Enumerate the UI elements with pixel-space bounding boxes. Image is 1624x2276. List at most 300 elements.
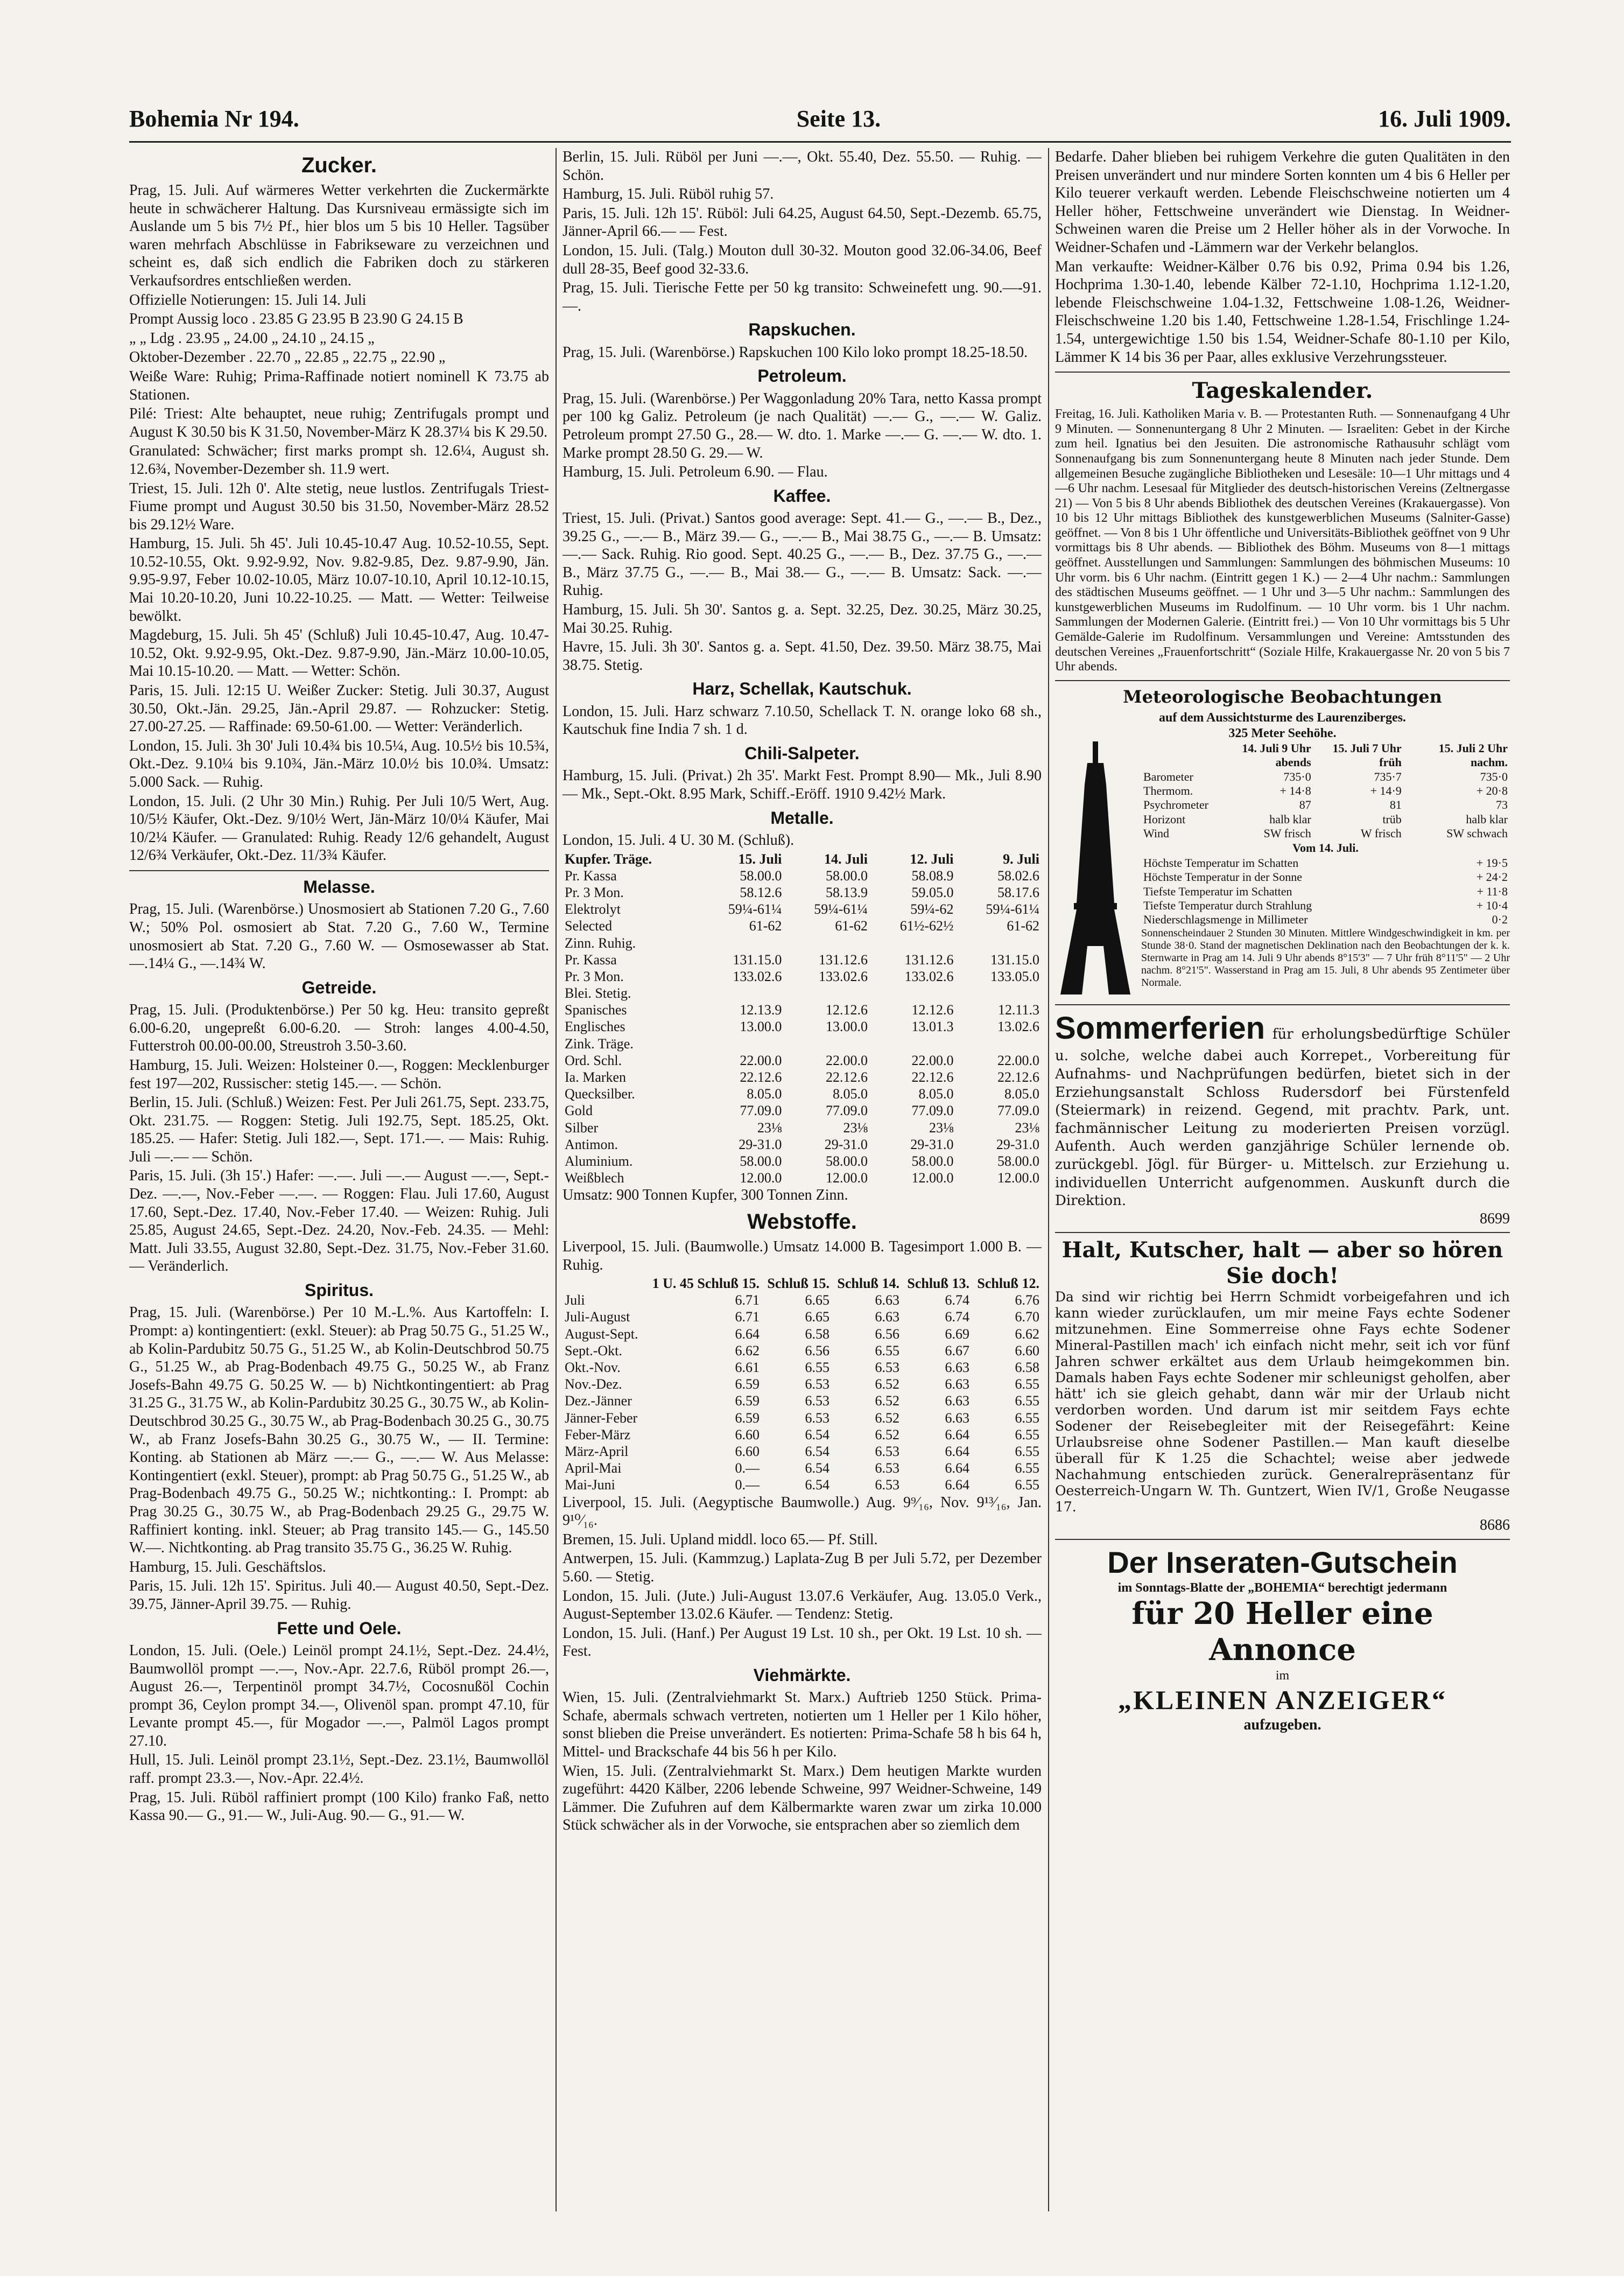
- table-cell: März-April: [565, 1443, 629, 1459]
- table-cell: Elektrolyt: [565, 901, 621, 918]
- table-cell: 22.00.0: [911, 1052, 954, 1068]
- table-cell: 23⅛: [757, 1119, 782, 1136]
- table-cell: [698, 1035, 784, 1052]
- table-cell: 6.55: [1015, 1410, 1039, 1426]
- melasse-text: Prag, 15. Juli. (Warenbörse.) Unosmosiert ab Stationen 7.20 G., 7.60 W.; 50% Pol. osmosiert ab Stat. 7.20 G., 7.60 W., Termine unosmosiert ab Stat. 7.20 G., 7.60 W. — Osmosewasser ab Stat. —.14¼ G., —.14¾ W.: [129, 901, 549, 972]
- paragraph: Pilé: Triest: Alte behauptet, neue ruhig; Zentrifugals prompt und August K 30.50 bis K 31.50, November-März K 28.37¼ bis K 29.50.: [129, 405, 549, 440]
- section-title-metalle: Metalle.: [770, 808, 834, 828]
- table-cell: 12.00.0: [997, 1170, 1039, 1186]
- table-cell: + 24·2: [1476, 870, 1508, 884]
- table-row: [563, 1052, 1042, 1069]
- table-cell: 133.02.6: [818, 968, 868, 984]
- getreide-body: [129, 1001, 549, 1276]
- table-cell: Spanisches: [565, 1002, 627, 1018]
- table-cell: Wind: [1143, 827, 1169, 841]
- table-row: [1141, 813, 1510, 827]
- table-row: [563, 901, 1042, 918]
- table-cell: 6.76: [1015, 1292, 1039, 1308]
- table-cell: [870, 1035, 956, 1052]
- header-rule: [129, 141, 1511, 143]
- harz-text: London, 15. Juli. Harz schwarz 7.10.50, Schellack T. N. orange loko 68 sh., Kautschuk fine India 7 sh. 1 d.: [563, 703, 1042, 738]
- table-cell: 6.60: [735, 1426, 760, 1442]
- table-row: [563, 1002, 1042, 1018]
- oele-continued: [563, 148, 1042, 315]
- table-cell: 6.62: [735, 1342, 760, 1358]
- table-cell: 22.12.6: [997, 1069, 1039, 1085]
- table-cell: 14. Juli: [824, 851, 868, 867]
- table-cell: 0.—: [735, 1460, 760, 1476]
- table-cell: 22.12.6: [740, 1069, 782, 1085]
- ad3-line3: für 20 Heller eine Annonce: [1131, 1595, 1433, 1668]
- ad-sommerferien-number: 8699: [1480, 1210, 1510, 1227]
- table-cell: 6.62: [1015, 1326, 1039, 1342]
- table-cell: 6.55: [875, 1342, 899, 1358]
- table-cell: 6.55: [1015, 1443, 1039, 1459]
- table-cell: 12.12.6: [825, 1002, 868, 1018]
- meteo-day: Vom 14. Juli.: [1292, 841, 1359, 855]
- rapskuchen-text: Prag, 15. Juli. (Warenbörse.) Rapskuchen 100 Kilo loko prompt 18.25-18.50.: [563, 344, 1028, 361]
- paragraph: Triest, 15. Juli. 12h 0'. Alte stetig, neue lustlos. Zentrifugals Triest-Fiume prompt und August 30.50 bis 31.50, November-März 28.52 bis 29.12½ Ware.: [129, 480, 549, 533]
- petroleum-body: [563, 390, 1042, 481]
- paragraph: Paris, 15. Juli. (3h 15'.) Hafer: —.—. Juli —.— August —.—, Sept.-Dez. —.—, Nov.-Feber —.—. — Roggen: Flau. Juli 17.60, August 17.60, Sept.-Dez. 17.40, Nov.-Feber 17.40. — Weizen: Ruhig. Juli 25.85, August 24.65, Sept.-Dez. 24.20, Nov.-Feb. 24.35. — Mehl: Matt. Juli 33.55, August 32.80, Sept.-Dez. 31.75, Nov.-Feber 31.60. — Veränderlich.: [129, 1167, 549, 1275]
- table-cell: 77.09.0: [911, 1103, 954, 1119]
- meteo-notes: Sonnenscheindauer 2 Stunden 30 Minuten. Mittlere Windgeschwindigkeit in km. per Stunde 38·0. Stand der magnetischen Deklination nach den Beobachtungen der k. k. Sternwarte in Prag am 14. Juli 9 Uhr abends 8°15'3" — 7 Uhr früh 8°11'5" — 2 Uhr nachm. 8°21'5". Wasserstand in Prag am 15. Juli, 8 Uhr abends 95 Zentimeter über Normale.: [1141, 927, 1510, 989]
- table-cell: 6.74: [945, 1292, 969, 1308]
- table-row: [1141, 885, 1510, 899]
- paragraph: Hamburg, 15. Juli. Rüböl ruhig 57.: [563, 186, 774, 203]
- table-cell: 6.55: [1015, 1426, 1039, 1442]
- paragraph: Prag, 15. Juli. (Warenbörse.) Per 10 M.-L.%. Aus Kartoffeln: I. Prompt: a) kontingentiert: (exkl. Steuer): ab Prag 50.75 G., 51.25 W., ab Kolin-Pardubitz 50.75 G., 51.25 W., ab Kolin-Deutschbrod 50.75 G., 51.25 W., ab Prag-Bodenbach 49.75 G., 50.25 W., ab Franz Josefs-Bahn 49.75 G. 50.25 W. — b) Nichtkontingentiert: ab Prag 31.25 G., 31.75 W., ab Kolin-Pardubitz 30.25 G., 30.75 W., ab Kolin-Deutschbrod 30.25 G., 30.75 W., ab Prag-Bodenbach 30.25 G., 30.75 W., ab Franz Josefs-Bahn 30.25 G., 30.75 W., — II. Termine: Konting. ab Stationen ab März —.— G., —.— W. Aus Melasse: Kontingentiert (exkl. Steuer), prompt: ab Prag 50.75 G., 51.25 W., ab Prag-Bodenbach 49.75 G., 50.25 W.; nichtkonting.: I. Prompt: ab Prag 30.25 G., 30.75 W., ab Prag-Bodenbach 29.25 G., 29.75 W. Raffiniert konting. inkl. Steuer; ab Prag transito 145.— G., 145.50 W.—. Nichtkonting. ab Prag transito 35.75 G., 36.25 W. Ruhig.: [129, 1304, 549, 1557]
- paragraph: Paris, 15. Juli. 12h 15'. Rüböl: Juli 64.25, August 64.50, Sept.-Dezemb. 65.75, Jänner-April 66.— — Fest.: [563, 205, 1042, 240]
- table-cell: 6.54: [805, 1443, 830, 1459]
- metalle-intro: London, 15. Juli. 4 U. 30 M. (Schluß).: [563, 831, 795, 849]
- table-cell: 6.53: [875, 1477, 899, 1493]
- table-cell: + 14·8: [1279, 783, 1311, 797]
- paragraph: London, 15. Juli. (Jute.) Juli-August 13.07.6 Verkäufer, Aug. 13.05.0 Verk., August-September 13.02.6 Käufer. — Tendenz: Stetig.: [563, 1587, 1042, 1623]
- table-cell: 735·0: [1283, 769, 1311, 783]
- paragraph: London, 15. Juli. (Oele.) Leinöl prompt 24.1½, Sept.-Dez. 24.4½, Baumwollöl prompt —.—, Nov.-Apr. 22.7.6, Rüböl prompt 26.—, August 26.—, Terpentinöl prompt 34.7½, Cocosnußöl Cochin prompt 36, Ceylon prompt 34.—, Olivenöl span. prompt 47.10, für Levante prompt 45.—, für Mogador —.—, Palmöl Lagos prompt 27.10.: [129, 1642, 549, 1749]
- section-title-getreide: Getreide.: [301, 977, 377, 997]
- table-row: [563, 1136, 1042, 1153]
- table-cell: 6.52: [875, 1426, 899, 1442]
- table-cell: 6.59: [735, 1393, 760, 1409]
- paragraph: Prag, 15. Juli. (Warenbörse.) Per Waggonladung 20% Tara, netto Kassa prompt per 100 kg Galiz. Petroleum (je nach Qualität) —.— G., —.— W. Galiz. Petroleum prompt 27.50 G., 28.— W. dto. 1. Marke —.— G. —.— W. dto. 1. Marke prompt 28.50 G. 29.— W.: [563, 390, 1042, 461]
- table-cell: 22.00.0: [740, 1052, 782, 1068]
- table-cell: halb klar: [1269, 812, 1311, 826]
- table-row: [1141, 870, 1510, 884]
- table-cell: Ord. Schl.: [565, 1052, 622, 1068]
- table-cell: 58.00.0: [825, 1153, 868, 1169]
- webstoffe-body: [563, 1494, 1042, 1661]
- table-cell: W frisch: [1360, 827, 1402, 841]
- table-cell: 6.67: [945, 1342, 969, 1358]
- vieh-prices: Man verkaufte: Weidner-Kälber 0.76 bis 0.92, Prima 0.94 bis 1.26, Hochprima 1.30-1.40, lebende Kälber 72-1.10, Hochprima 1.12-1.20, lebende Fleischschweine 1.04-1.32, Fettschweine 1.08-1.26, Weidner-Fleischschweine 1.20 bis 1.40, Fettschweine 1.28-1.54, Frischlinge 1.24-1.54, untergewichtige 1.50 bis 1.54, Weidner-Schafe 80-1.10 per Kilo, Lämmer K 14 bis 36 per Paar, alles exklusive Verzehrungssteuer.: [1055, 258, 1510, 366]
- table-cell: 8.05.0: [832, 1086, 868, 1102]
- table-cell: 12.13.9: [740, 1002, 782, 1018]
- table-cell: 6.53: [875, 1443, 899, 1459]
- paragraph: Hamburg, 15. Juli. 5h 30'. Santos g. a. Sept. 32.25, Dez. 30.25, März 30.25, Mai 30.25. Ruhig.: [563, 601, 1042, 636]
- paragraph: Weiße Ware: Ruhig; Prima-Raffinade notiert nominell K 73.75 ab Stationen.: [129, 368, 549, 403]
- zucker-body: [129, 181, 549, 865]
- header-center: Seite 13.: [796, 105, 881, 132]
- chili-text: Hamburg, 15. Juli. (Privat.) 2h 35'. Markt Fest. Prompt 8.90— Mk., Juli 8.90— Mk., Sept.-Okt. 8.95 Mark, Schiff.-Eröff. 1910 9.42½ Mark.: [563, 767, 1042, 802]
- table-row: [563, 1426, 1042, 1443]
- table-header-row: [563, 851, 1042, 867]
- table-cell: 23⅛: [1015, 1119, 1039, 1136]
- table-cell: 6.53: [875, 1360, 899, 1376]
- table-cell: [698, 985, 784, 1002]
- column-3: [1055, 148, 1510, 2211]
- table-cell: 6.52: [875, 1376, 899, 1392]
- table-cell: 6.60: [735, 1443, 760, 1459]
- table-cell: 59¼-61¼: [814, 901, 868, 918]
- table-cell: Silber: [565, 1119, 599, 1136]
- table-row: [563, 951, 1042, 968]
- meteo-subtitle: auf dem Aussichtsturme des Laurenziberges.: [1159, 711, 1406, 725]
- ad3-line5: „KLEINEN ANZEIGER“: [1117, 1685, 1447, 1715]
- table-cell: 6.59: [735, 1410, 760, 1426]
- section-title-zucker: Zucker.: [301, 153, 377, 177]
- table-cell: Englisches: [565, 1019, 625, 1035]
- table-row: [563, 1476, 1042, 1493]
- section-title-kalender: Tageskalender.: [1192, 378, 1373, 404]
- table-row: [1141, 856, 1510, 870]
- table-cell: 29-31.0: [996, 1136, 1039, 1152]
- table-cell: 58.12.6: [740, 884, 782, 900]
- table-cell: 6.53: [805, 1393, 830, 1409]
- table-cell: 131.15.0: [733, 951, 782, 968]
- table-cell: Tiefste Temperatur im Schatten: [1143, 884, 1292, 898]
- table-cell: Gold: [565, 1103, 593, 1119]
- table-cell: 735·0: [1480, 769, 1508, 783]
- paragraph: Berlin, 15. Juli. (Schluß.) Weizen: Fest. Per Juli 261.75, Sept. 233.75, Okt. 231.75. — Roggen: Stetig. Juli 192.75, Sept. 185.25, Okt. 185.25. — Hafer: Stetig. Juli 182.—, Sept. 171.—. — Mais: Ruhig. Juli —.— — Schön.: [129, 1094, 549, 1165]
- meteo-title: Meteorologische Beobachtungen: [1123, 686, 1442, 707]
- section-title-petroleum: Petroleum.: [757, 366, 847, 386]
- table-cell: Pr. Kassa: [565, 867, 617, 884]
- table-row: [563, 1376, 1042, 1392]
- table-cell: + 14·9: [1370, 783, 1402, 797]
- section-title-kaffee: Kaffee.: [773, 486, 831, 506]
- table-row: [563, 1292, 1042, 1308]
- table-cell: 12.00.0: [740, 1170, 782, 1186]
- lookout-tower-icon: [1055, 741, 1136, 1000]
- table-cell: [784, 935, 870, 951]
- table-cell: [955, 935, 1042, 951]
- table-cell: Feber-März: [565, 1426, 631, 1442]
- table-cell: 1 U. 45 Schluß 15.: [652, 1276, 760, 1292]
- paragraph: Wien, 15. Juli. (Zentralviehmarkt St. Marx.) Dem heutigen Markte wurden zugeführt: 4420 Kälber, 2206 lebende Schweine, 997 Weidner-Schweine, 149 Lämmer. Die Zufuhren auf dem Kälbermarkte waren zwar um zirka 10.000 Stück schwächer als in der Vorwoche, sie entsprachen aber so ziemlich dem: [563, 1762, 1042, 1834]
- table-cell: 6.55: [1015, 1393, 1039, 1409]
- table-cell: 77.09.0: [825, 1103, 868, 1119]
- table-cell: 6.70: [1015, 1309, 1039, 1325]
- ad-sodener-number: 8686: [1480, 1517, 1510, 1534]
- column-divider: [1048, 148, 1049, 2211]
- table-cell: 6.55: [1015, 1376, 1039, 1392]
- paragraph: Triest, 15. Juli. (Privat.) Santos good average: Sept. 41.— G., —.— B., Dez., 39.25 G., —.— B., März 39.— G., —.— B., Mai 38.75 G., —.— B. Umsatz: —.— Sack. Ruhig. Rio good. Sept. 40.25 G., —.— B., Dez. 37.75 G., —.— B., März 37.75 G., —.— B., Mai 38.— G., —.— B. Umsatz: Sack. —.— Ruhig.: [563, 510, 1042, 599]
- ad3-line1: Der Inseraten-Gutschein: [1107, 1545, 1458, 1579]
- table-cell: 58.00.0: [740, 867, 782, 884]
- table-cell: 6.56: [875, 1326, 899, 1342]
- table-row: [563, 867, 1042, 884]
- kaffee-body: [563, 509, 1042, 674]
- table-cell: 58.13.9: [825, 884, 868, 900]
- header-left: Bohemia Nr 194.: [129, 105, 299, 132]
- spiritus-body: [129, 1304, 549, 1613]
- column-2: [563, 148, 1042, 2211]
- table-cell: 6.64: [945, 1460, 969, 1476]
- table-row: [1141, 913, 1510, 927]
- table-cell: Zink. Träge.: [565, 1035, 634, 1052]
- paragraph: Prag, 15. Juli. Auf wärmeres Wetter verkehrten die Zuckermärkte heute in schwächerer Haltung. Das Kursniveau ermässigte sich im Auslande um 5 bis 7½ Pf., hier blos um 5 bis 10 Heller. Tagsüber waren mehrfach Abschlüsse in Fabrikseware zu verzeichnen und scheint es, daß sich endlich die Fabriken doch zu stärkeren Verkaufsordres entschließen werden.: [129, 182, 549, 289]
- paragraph: Paris, 15. Juli. 12h 15'. Spiritus. Juli 40.— August 40.50, Sept.-Dez. 39.75, Jänner-April 39.75. — Ruhig.: [129, 1578, 549, 1613]
- table-cell: 13.01.3: [911, 1019, 954, 1035]
- table-cell: 22.00.0: [997, 1052, 1039, 1068]
- meteo-extremes-table: [1141, 856, 1510, 927]
- table-cell: [955, 985, 1042, 1002]
- page-header: [129, 100, 1511, 137]
- table-row: [563, 1359, 1042, 1376]
- column-divider: [556, 148, 557, 2211]
- table-row: [563, 1326, 1042, 1342]
- table-cell: 87: [1299, 798, 1311, 812]
- table-cell: 6.59: [735, 1376, 760, 1392]
- table-cell: 6.63: [945, 1376, 969, 1392]
- table-cell: [870, 935, 956, 951]
- table-cell: 6.53: [805, 1410, 830, 1426]
- table-cell: Schluß 13.: [907, 1276, 969, 1292]
- section-title-rapskuchen: Rapskuchen.: [748, 320, 856, 340]
- table-cell: 6.63: [875, 1292, 899, 1308]
- column-1: [129, 148, 549, 2211]
- section-title-spiritus: Spiritus.: [304, 1280, 374, 1300]
- table-cell: 6.56: [805, 1342, 830, 1358]
- table-row: [1141, 770, 1510, 784]
- table-cell: 58.00.0: [740, 1153, 782, 1169]
- table-cell: Antimon.: [565, 1136, 618, 1152]
- table-row: [563, 1119, 1042, 1136]
- table-row: [563, 1460, 1042, 1476]
- table-cell: Höchste Temperatur im Schatten: [1143, 856, 1299, 870]
- table-cell: + 11·8: [1477, 884, 1508, 898]
- table-cell: 6.55: [1015, 1460, 1039, 1476]
- table-cell: 77.09.0: [997, 1103, 1039, 1119]
- table-cell: 12. Juli: [910, 851, 954, 867]
- meteo-height: 325 Meter Seehöhe.: [1228, 726, 1337, 740]
- table-cell: 8.05.0: [1004, 1086, 1039, 1102]
- paragraph: Berlin, 15. Juli. Rüböl per Juni —.—, Okt. 55.40, Dez. 55.50. — Ruhig. — Schön.: [563, 149, 1042, 184]
- table-cell: 58.17.6: [997, 884, 1039, 900]
- table-header-row: [563, 1275, 1042, 1292]
- table-cell: [955, 1035, 1042, 1052]
- table-cell: [1141, 741, 1211, 770]
- table-row: [563, 1392, 1042, 1409]
- table-cell: Höchste Temperatur in der Sonne: [1143, 870, 1302, 884]
- table-cell: 59¼-61¼: [986, 901, 1039, 918]
- paragraph: Prag, 15. Juli. Tierische Fette per 50 kg transito: Schweinefett ung. 90.—-91.—.: [563, 279, 1042, 314]
- table-cell: 6.55: [805, 1360, 830, 1376]
- paragraph: Prag, 15. Juli. (Produktenbörse.) Per 50 kg. Heu: transito gepreßt 6.00-6.20, ungepreßt 6.00-6.20. — Stroh: langes 4.00-4.50, Futterstroh 00.00-00.00, Streustroh 3.50-3.60.: [129, 1002, 549, 1055]
- table-cell: 15. Juli 7 Uhr früh: [1332, 741, 1402, 769]
- table-cell: 6.64: [945, 1426, 969, 1442]
- table-cell: Dez.-Jänner: [565, 1393, 632, 1409]
- table-cell: Schluß 15.: [767, 1276, 830, 1292]
- paragraph: Hull, 15. Juli. Leinöl prompt 23.1½, Sept.-Dez. 23.1½, Baumwollöl raff. prompt 23.3.—, Nov.-Apr. 22.4½.: [129, 1752, 549, 1787]
- metalle-table: [563, 851, 1042, 1187]
- table-cell: [563, 1275, 644, 1292]
- table-cell: Jänner-Feber: [565, 1410, 638, 1426]
- table-cell: 131.15.0: [990, 951, 1039, 968]
- table-cell: Quecksilber.: [565, 1086, 635, 1102]
- table-row: [563, 985, 1042, 1002]
- webstoffe-intro: Liverpool, 15. Juli. (Baumwolle.) Umsatz 14.000 B. Tagesimport 1.000 B. — Ruhig.: [563, 1238, 1042, 1273]
- ad-sommerferien-text: für erholungsbedürftige Schüler u. solche, welche dabei auch Korrepet., Vorbereitung für Aufnahms- und Nachprüfungen bedürfen, bietet sich in der Erziehungsanstalt Schloss Rudersdorf bei Fürstenfeld (Steiermark) in reizend. Gegend, mit prachtv. Park, unt. fachmännischer Leitung zu moderierten Preisen vorzügl. Aufenth. Auch werden ganzjährige Schüler lernende ob. zurückgebl. Jögl. für Bürger- u. Mittelsch. zur Erziehung u. individuellen Unterricht aufgenommen. Auskunft durch die Direktion.: [1055, 1026, 1510, 1209]
- table-cell: Juli-August: [565, 1309, 630, 1325]
- table-cell: 73: [1496, 798, 1508, 812]
- table-cell: 22.12.6: [825, 1069, 868, 1085]
- table-cell: 14. Juli 9 Uhr abends: [1242, 741, 1311, 769]
- table-cell: Blei. Stetig.: [565, 985, 631, 1002]
- table-cell: 12.00.0: [911, 1170, 954, 1186]
- webstoffe-table: [563, 1275, 1042, 1493]
- table-cell: halb klar: [1466, 812, 1508, 826]
- table-cell: 0·2: [1492, 913, 1508, 927]
- table-row: [1141, 798, 1510, 812]
- table-cell: April-Mai: [565, 1460, 622, 1476]
- paragraph: Hamburg, 15. Juli. Petroleum 6.90. — Flau.: [563, 464, 828, 481]
- section-title-webstoffe: Webstoffe.: [747, 1209, 857, 1234]
- table-row: [1141, 784, 1510, 798]
- table-cell: 59¼-61¼: [728, 901, 782, 918]
- paragraph: Offizielle Notierungen: 15. Juli 14. Juli: [129, 291, 367, 309]
- paragraph: Magdeburg, 15. Juli. 5h 45' (Schluß) Juli 10.45-10.47, Aug. 10.47-10.52, Okt. 9.92-9.95, Okt.-Dez. 9.87-9.90, Jän.-März 10.00-10.05, Mai 10.15-10.20. — Matt. — Wetter: Schön.: [129, 627, 549, 680]
- table-cell: 6.74: [945, 1309, 969, 1325]
- table-cell: 6.71: [735, 1309, 760, 1325]
- table-cell: SW frisch: [1263, 827, 1311, 841]
- ad-sodener-text: Da sind wir richtig bei Herrn Schmidt vorbeigefahren und ich kann wieder zurücklaufen, um mir meine Fays echte Sodener mitzunehmen. Eine Sommerreise ohne Fays echte Sodener Mineral-Pastillen mach' ich einfach nicht mehr, seit ich vor fünf Jahren schwer erkältet aus dem Urlaub heimgekommen bin. Damals haben Fays echte Sodener mir schleunigst geholfen, aber hätt' ich sie gleich gehabt, dann wär mir der Urlaub nicht verdorben worden. Und darum ist mir seitdem Fays echte Sodener der Reisebegleiter mit der Reisegefährt: Keine Urlaubsreise ohne Sodener Pastillen.— Man kauft dieselbe überall für K 1.25 die Schachtel; weise aber jedwede Nachahmung entschieden zurück. Generalrepräsentanz für Oesterreich-Ungarn W. Th. Guntzert, Wien IV/1, Große Neugasse 17.: [1055, 1289, 1510, 1515]
- table-cell: [870, 985, 956, 1002]
- table-cell: 133.05.0: [990, 968, 1039, 984]
- paragraph: „ „ Ldg . 23.95 „ 24.00 „ 24.10 „ 24.15 „: [129, 330, 375, 347]
- table-cell: 131.12.6: [904, 951, 954, 968]
- table-cell: 23⅛: [843, 1119, 868, 1136]
- table-cell: + 20·8: [1476, 783, 1508, 797]
- table-cell: 29-31.0: [910, 1136, 954, 1152]
- table-cell: 6.58: [805, 1326, 830, 1342]
- section-title-harz: Harz, Schellak, Kautschuk.: [692, 679, 912, 699]
- section-title-chili: Chili-Salpeter.: [744, 744, 860, 763]
- header-right: 16. Juli 1909.: [1378, 105, 1511, 132]
- table-cell: Psychrometer: [1143, 798, 1208, 812]
- table-cell: 133.02.6: [733, 968, 782, 984]
- table-cell: 0.—: [735, 1477, 760, 1493]
- table-cell: 6.54: [805, 1426, 830, 1442]
- section-title-fette: Fette und Oele.: [277, 1618, 402, 1638]
- table-cell: Schluß 12.: [977, 1276, 1039, 1292]
- table-row: [563, 1443, 1042, 1460]
- table-cell: 6.63: [875, 1309, 899, 1325]
- table-cell: 735·7: [1374, 769, 1402, 783]
- table-cell: 6.71: [735, 1292, 760, 1308]
- ad3-line4: im: [1275, 1669, 1290, 1683]
- table-row: [563, 1169, 1042, 1186]
- table-cell: [784, 1035, 870, 1052]
- table-cell: 59¼-62: [910, 901, 954, 918]
- table-cell: 61-62: [835, 918, 868, 934]
- ad-sodener: [1055, 1232, 1510, 1535]
- table-cell: 6.64: [735, 1326, 760, 1342]
- table-cell: 6.65: [805, 1292, 830, 1308]
- table-cell: 22.00.0: [825, 1052, 868, 1068]
- table-cell: 61-62: [749, 918, 782, 934]
- table-cell: 6.53: [805, 1376, 830, 1392]
- table-cell: SW schwach: [1446, 827, 1508, 841]
- table-cell: Nov.-Dez.: [565, 1376, 622, 1392]
- table-cell: 6.58: [1015, 1360, 1039, 1376]
- table-cell: 9. Juli: [1003, 851, 1039, 867]
- table-row: [563, 1102, 1042, 1119]
- table-cell: 6.53: [875, 1460, 899, 1476]
- paragraph: Hamburg, 15. Juli. Weizen: Holsteiner 0.—, Roggen: Mecklenburger fest 197—202, Russischer: stetig 145.—. — Schön.: [129, 1056, 549, 1092]
- table-cell: Thermom.: [1143, 783, 1193, 797]
- table-cell: 58.00.0: [825, 867, 868, 884]
- table-cell: 12.11.3: [997, 1002, 1039, 1018]
- table-cell: 8.05.0: [747, 1086, 782, 1102]
- divider: [1055, 680, 1510, 681]
- ad-sodener-title: Halt, Kutscher, halt — aber so hören Sie doch!: [1061, 1237, 1503, 1289]
- table-cell: [698, 935, 784, 951]
- paragraph: Oktober-Dezember . 22.70 „ 22.85 „ 22.75 „ 22.90 „: [129, 349, 446, 366]
- table-cell: 61-62: [1007, 918, 1039, 934]
- ad-sommerferien: [1055, 1004, 1510, 1228]
- table-row: [1141, 899, 1510, 913]
- table-cell: 12.00.0: [825, 1170, 868, 1186]
- table-cell: 12.12.6: [911, 1002, 954, 1018]
- table-cell: Horizont: [1143, 812, 1186, 826]
- table-row: [563, 1086, 1042, 1102]
- table-cell: 22.12.6: [911, 1069, 954, 1085]
- table-cell: Selected: [565, 918, 613, 934]
- table-cell: 23⅛: [929, 1119, 954, 1136]
- table-cell: 58.00.0: [911, 1153, 954, 1169]
- table-cell: 29-31.0: [824, 1136, 868, 1152]
- paragraph: Liverpool, 15. Juli. (Aegyptische Baumwolle.) Aug. 9⁹⁄₁₆, Nov. 9¹³⁄₁₆, Jan. 9¹⁰⁄₁₆.: [563, 1494, 1042, 1529]
- table-header-row: [1141, 741, 1510, 770]
- table-cell: 13.00.0: [825, 1019, 868, 1035]
- table-cell: 6.55: [1015, 1477, 1039, 1493]
- table-row: [563, 1153, 1042, 1169]
- ad-sommerferien-title: Sommerferien: [1055, 1010, 1266, 1046]
- table-cell: 6.63: [945, 1360, 969, 1376]
- paragraph: Bremen, 15. Juli. Upland middl. loco 65.— Pf. Still.: [563, 1531, 878, 1548]
- table-cell: 8.05.0: [918, 1086, 954, 1102]
- table-cell: 29-31.0: [739, 1136, 782, 1152]
- ad3-line6: aufzugeben.: [1243, 1717, 1321, 1734]
- table-cell: 6.65: [805, 1309, 830, 1325]
- table-cell: 6.64: [945, 1443, 969, 1459]
- table-cell: 6.61: [735, 1360, 760, 1376]
- paragraph: Hamburg, 15. Juli. Geschäftslos.: [129, 1558, 326, 1575]
- kalender-text: Freitag, 16. Juli. Katholiken Maria v. B. — Protestanten Ruth. — Sonnenaufgang 4 Uhr 9 Minuten. — Sonnenuntergang 8 Uhr 2 Minuten. — Israeliten: Gebet in der Kirche zum heil. Ignatius bei den Jesuiten. Die astronomische Rathausuhr schlägt vom Sonnenaufgang bis zum Sonnenuntergang heute 8 Minuten nach jeder Stunde. Dem allgemeinen Besuche zugängliche Bibliotheken und Lesesäle: 10—1 Uhr mittags und 4—6 Uhr nachm. Lesesaal für Mitglieder des deutsch-historischen Vereins (Zeltnergasse 21) — Von 5 bis 8 Uhr abends Bibliothek des deutschen Vereines (Krakauergasse). Von 10 bis 12 Uhr mittags Bibliothek des kunstgewerblichen Museums (Salniter-Gasse) geöffnet. — Von 8 bis 1 Uhr öffentliche und Universitäts-Bibliothek geöffnet von 9 Uhr vormittags bis 8 Uhr abends. — Bibliothek des Böhm. Museums von 8—1 mittags geöffnet. Ausstellungen und Sammlungen: Sammlungen des böhmischen Museums: 10 Uhr vorm. bis 6 Uhr nachm. (Eintritt gegen 1 K.) — 2—4 Uhr nachm.: Sammlungen des städtischen Museums geöffnet. — 1 Uhr und 3—5 Uhr nachm.: Sammlungen des kunstgewerblichen Museums im Rudolfinum. — 10 Uhr vorm. bis 1 Uhr nachm. Sammlungen der Modernen Galerie. (Eintritt frei.) — Von 10 Uhr vormittags bis 5 Uhr Gemälde-Galerie im Rudolfinum. Versammlungen und Vereine: Amtsstunden des deutschen Vereines „Frauenfortschritt“ (Soziale Hilfe, Krakauergasse Nr. 20 von 5 bis 7 Uhr abends.: [1055, 407, 1510, 674]
- paragraph: Prompt Aussig loco . 23.85 G 23.95 B 23.90 G 24.15 B: [129, 311, 463, 328]
- table-row: [563, 968, 1042, 985]
- meteo-block: [1055, 741, 1510, 1000]
- metalle-footer: Umsatz: 900 Tonnen Kupfer, 300 Tonnen Zinn.: [563, 1187, 848, 1204]
- paragraph: Paris, 15. Juli. 12:15 U. Weißer Zucker: Stetig. Juli 30.37, August 30.50, Okt.-Jän. 29.25, Jän.-April 29.87. — Rohzucker: Stetig. 27.00-27.25. — Raffinade: 69.50-61.00. — Wetter: Veränderlich.: [129, 682, 549, 736]
- paragraph: London, 15. Juli. (Hanf.) Per August 19 Lst. 10 sh., per Okt. 19 Lst. 10 sh. — Fest.: [563, 1624, 1042, 1660]
- table-row: [1141, 827, 1510, 841]
- divider: [1055, 372, 1510, 373]
- table-cell: 131.12.6: [818, 951, 868, 968]
